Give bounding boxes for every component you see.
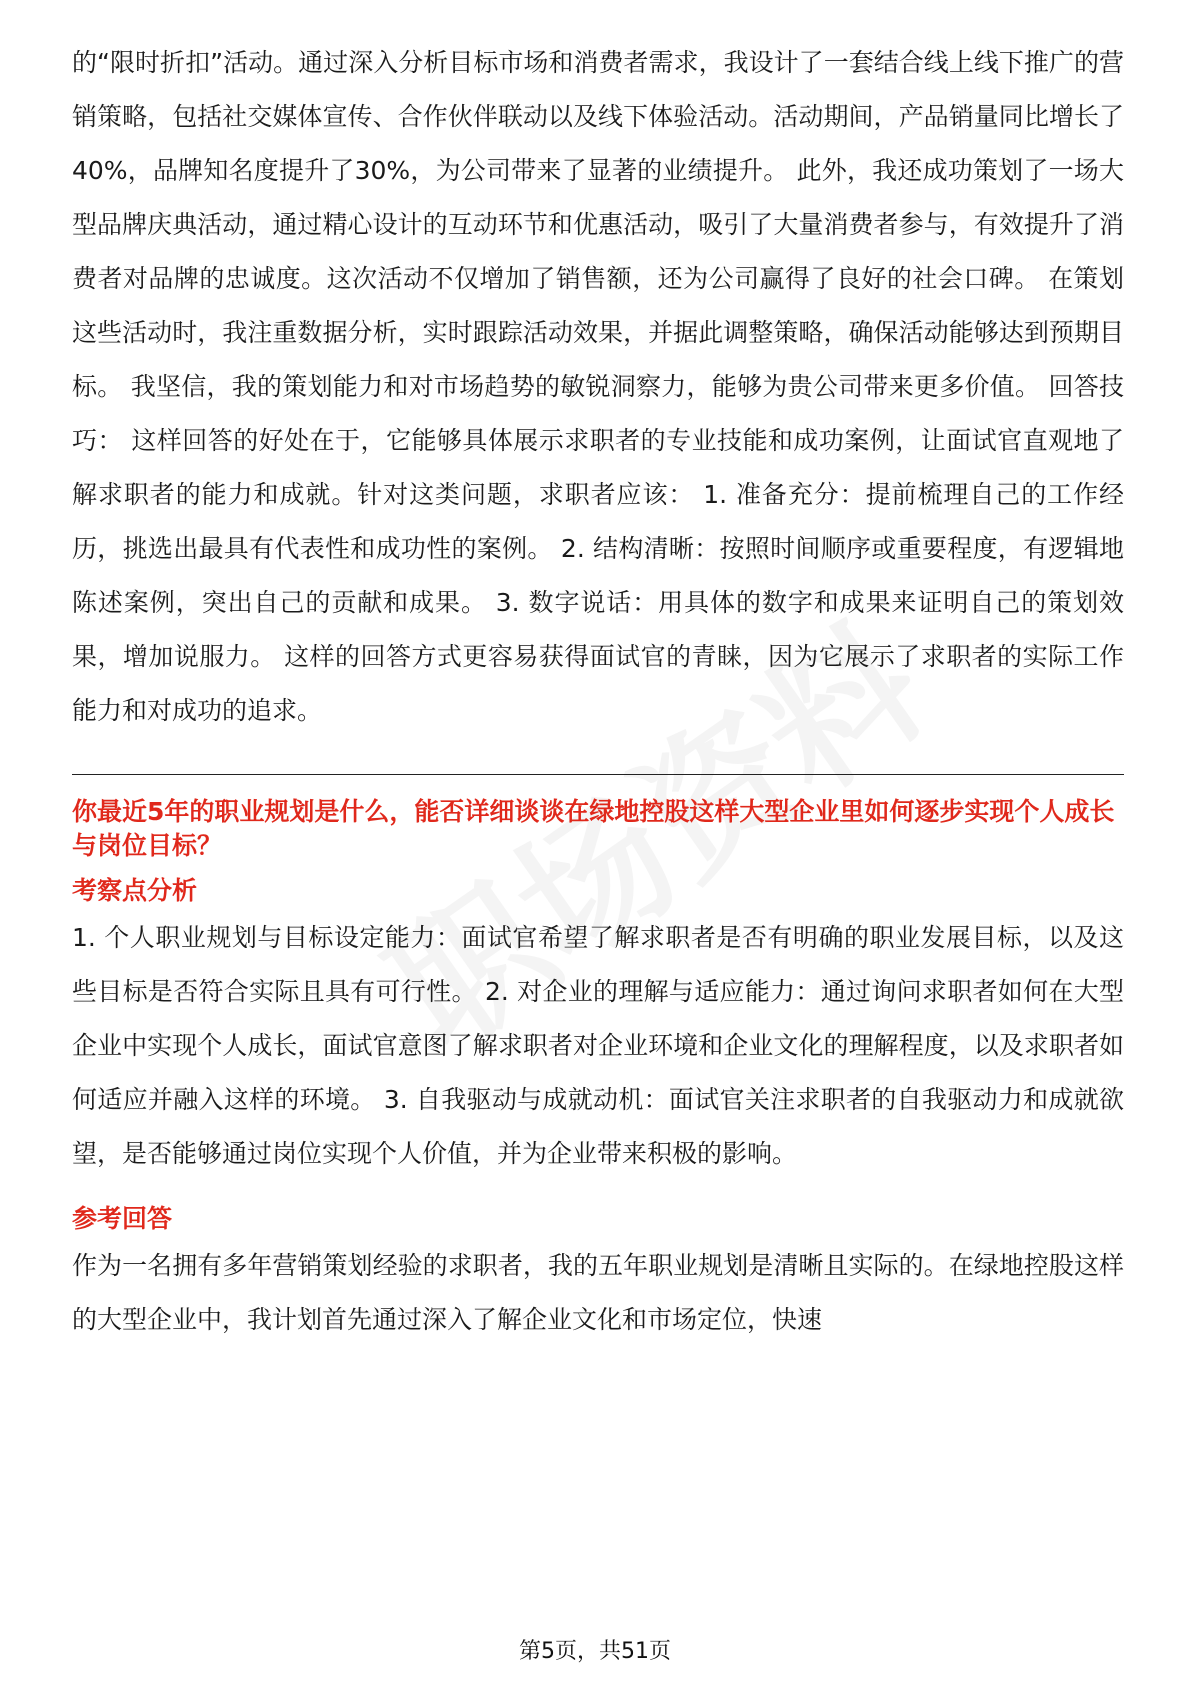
interview-question: 你最近5年的职业规划是什么，能否详细谈谈在绿地控股这样大型企业里如何逐步实现个人成长与岗位目标？	[72, 797, 1115, 860]
analysis-heading: 考察点分析	[72, 876, 198, 905]
analysis-paragraph: 1. 个人职业规划与目标设定能力：面试官希望了解求职者是否有明确的职业发展目标，以及这些目标是否符合实际且具有可行性。 2. 对企业的理解与适应能力：通过询问求职者如何在大型企业中实现个人成长，面试官意图了解求职者对企业环境和企业文化的理解程度，以及求职者如何适应并融入这样的环境。 3. 自我驱动与成就动机：面试官关注求职者的自我驱动力和成就欲望，是否能够通过岗位实现个人价值，并为企业带来积极的影响。	[72, 923, 1124, 1168]
document-page	[72, 36, 1124, 1347]
continued-answer-paragraph: 的“限时折扣”活动。通过深入分析目标市场和消费者需求，我设计了一套结合线上线下推广的营销策略，包括社交媒体宣传、合作伙伴联动以及线下体验活动。活动期间，产品销量同比增长了40%，品牌知名度提升了30%，为公司带来了显著的业绩提升。 此外，我还成功策划了一场大型品牌庆典活动，通过精心设计的互动环节和优惠活动，吸引了大量消费者参与，有效提升了消费者对品牌的忠诚度。这次活动不仅增加了销售额，还为公司赢得了良好的社会口碑。 在策划这些活动时，我注重数据分析，实时跟踪活动效果，并据此调整策略，确保活动能够达到预期目标。 我坚信，我的策划能力和对市场趋势的敏锐洞察力，能够为贵公司带来更多价值。 回答技巧： 这样回答的好处在于，它能够具体展示求职者的专业技能和成功案例，让面试官直观地了解求职者的能力和成就。针对这类问题，求职者应该： 1. 准备充分：提前梳理自己的工作经历，挑选出最具有代表性和成功性的案例。 2. 结构清晰：按照时间顺序或重要程度，有逻辑地陈述案例，突出自己的贡献和成果。 3. 数字说话：用具体的数字和成果来证明自己的策划效果，增加说服力。 这样的回答方式更容易获得面试官的青睐，因为它展示了求职者的实际工作能力和对成功的追求。	[72, 48, 1124, 725]
reference-answer-paragraph: 作为一名拥有多年营销策划经验的求职者，我的五年职业规划是清晰且实际的。在绿地控股这样的大型企业中，我计划首先通过深入了解企业文化和市场定位，快速	[72, 1251, 1124, 1334]
section-divider	[72, 774, 1124, 775]
page-number: 第5页，共51页	[519, 1639, 671, 1664]
reference-answer-heading: 参考回答	[72, 1204, 173, 1233]
